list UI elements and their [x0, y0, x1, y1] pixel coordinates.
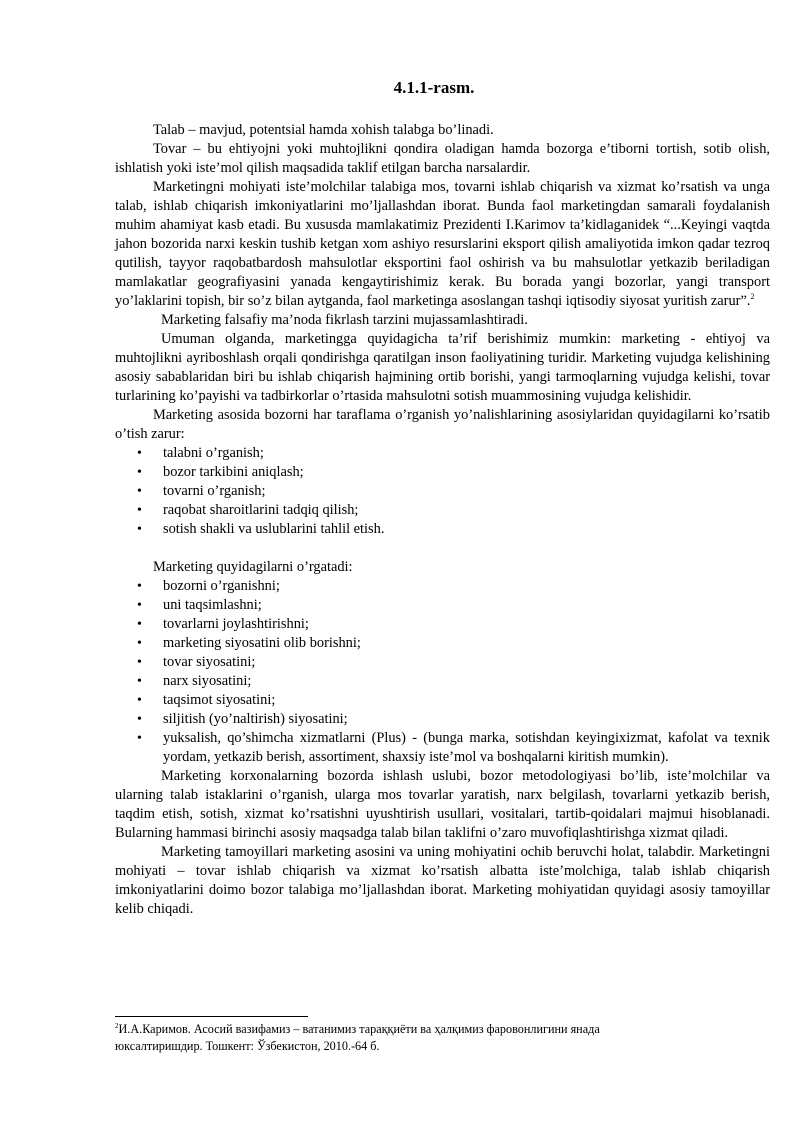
list-item: • tovarlarni joylashtirishni;: [163, 615, 770, 634]
paragraph-talab: Talab – mavjud, potentsial hamda xohish talabga bo’linadi.: [153, 122, 494, 138]
figure-caption-heading: 4.1.1-rasm.: [393, 78, 475, 97]
paragraph-orgatadi: Marketing quyidagilarni o’rgatadi:: [153, 559, 353, 575]
paragraph-organish-yonalishlari: Marketing asosida bozorni har taraflama o’rganish yo’nalishlarining asosiylaridan quyidagilarni ko’rsatib o’tish zarur:: [115, 407, 770, 442]
list-item: • sotish shakli va uslublarini tahlil etish.: [163, 520, 770, 539]
paragraph-tamoyillar: Marketing tamoyillari marketing asosini va uning mohiyatini ochib beruvchi holat, talabdir. Marketingni mohiyati – tovar ishlab chiqarish va xizmat ko’rsatish albatta iste’molchiga, talab ishlab chiqarish imkoniyatlarini doimo bozor talabiga mo’ljallashdan iborat. Marketing mohiyatidan quyidagi asosiy tamoyillar kelib chiqadi.: [115, 844, 770, 917]
list-item: • talabni o’rganish;: [163, 444, 770, 463]
paragraph-tarif: Umuman olganda, marketingga quyidagicha ta’rif berishimiz mumkin: marketing - ehtiyoj va muhtojlikni ayriboshlash orqali qondirishga qaratilgan inson faoliyatining turidir. Marketing vujudga kelishining asosiy sabablaridan biri bu ishlab chiqarish hajmining ortib borishi, yangi tarmoqlarning vujudga kelishi, tovar turlarining ko’payishi va tadbirkorlar o’rtasida mahsulotni sotish muammosining vujudga kelishidir.: [115, 331, 770, 404]
list-item: • tovarni o’rganish;: [163, 482, 770, 501]
marketing-teaches-list: [115, 577, 770, 767]
list-item: • uni taqsimlashni;: [163, 596, 770, 615]
research-directions-list: [115, 444, 770, 539]
paragraph-tovar: Tovar – bu ehtiyojni yoki muhtojlikni qondira oladigan hamda bozorga e’tiborni tortish, sotib olish, ishlatish yoki iste’mol qilish maqsadida taklif etilgan barcha narsalardir.: [115, 141, 770, 176]
document-body: [115, 121, 770, 919]
list-item: • raqobat sharoitlarini tadqiq qilish;: [163, 501, 770, 520]
footnote: [115, 1021, 675, 1055]
footnote-text: И.А.Каримов. Асосий вазифамиз – ватанимиз тараққиёти ва ҳалқимиз фаровонлигини янада юксалтиришдир. Тошкент: Ўзбекистон, 2010.-64 б.: [115, 1022, 600, 1053]
paragraph-falsafiy: Marketing falsafiy ma’noda fikrlash tarzini mujassamlashtiradi.: [161, 312, 528, 328]
list-item: • tovar siyosatini;: [163, 653, 770, 672]
list-item: • yuksalish, qo’shimcha xizmatlarni (Plus) - (bunga marka, sotishdan keyingixizmat, kafolat va texnik yordam, yetkazib berish, assortiment, shaxsiy iste’mol va boshqalarni kiritish mumkin).: [163, 729, 770, 767]
list-item: • marketing siyosatini olib borishni;: [163, 634, 770, 653]
footnote-mark: 2: [115, 1021, 119, 1030]
list-item: • narx siyosatini;: [163, 672, 770, 691]
paragraph-korxonalar-uslubi: Marketing korxonalarning bozorda ishlash uslubi, bozor metodologiyasi bo’lib, iste’molchilar va ularning talab istaklarini o’rganish, ularga mos tovarlar yaratish, narx belgilash, tovarlarni yetkazib berish, taqdim etish, sotish, xizmat ko’rsatishni uyushtirish usullari, vositalari, tartib-qoidalari majmui hisoblanadi. Bularning hammasi birinchi asosiy maqsadga talab bilan taklifni o’zaro muvofiqlashtirishga xizmat qiladi.: [115, 768, 770, 841]
list-item: • siljitish (yo’naltirish) siyosatini;: [163, 710, 770, 729]
list-item: • bozorni o’rganishni;: [163, 577, 770, 596]
paragraph-marketing-mohiyati-text: Marketingni mohiyati iste’molchilar talabiga mos, tovarni ishlab chiqarish va xizmat ko’rsatish va unga talab, ishlab chiqarish imkoniyatlarini mo’ljallashdan iborat. Bunda faol marketingdan samarali foydalanish muhim ahamiyat kasb etadi. Bu xususda mamlakatimiz Prezidenti I.Karimov ta’kidlaganidek “...Keyingi vaqtda jahon bozorida narxi keskin tushib ketgan xom ashiyo resurslarini eksport qilish amaliyotida imkon qadar tezroq qutilish, tayyor raqobatbardosh mahsulotlar eksportini faol oshirish va bu mahsulotlar yetkazib beriladigan mamlakatlar geografiyasini yanada kengaytirishimiz kerak. Bu borada yangi bozorlar, yangi transport yo’laklarini topish, bir so’z bilan aytganda, faol marketinga asoslangan tashqi iqtisodiy siyosat yuritish zarur”.: [115, 179, 770, 309]
list-item: • bozor tarkibini aniqlash;: [163, 463, 770, 482]
footnote-separator: [115, 1016, 308, 1017]
footnote-reference: 2: [750, 292, 755, 302]
paragraph-marketing-mohiyati: [115, 178, 770, 311]
list-item: • taqsimot siyosatini;: [163, 691, 770, 710]
spacer: [115, 539, 770, 558]
